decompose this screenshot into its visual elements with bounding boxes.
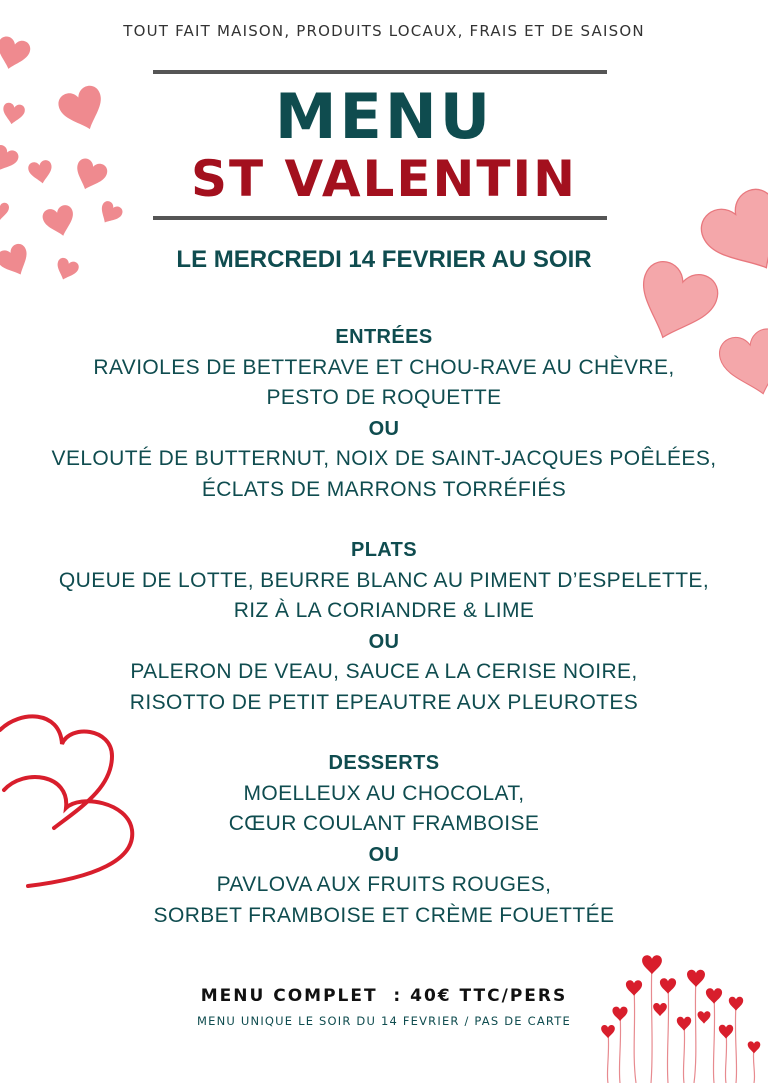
hearts-on-stems-icon	[596, 943, 768, 1083]
section-heading: DESSERTS	[328, 752, 440, 774]
price-line: MENU COMPLET : 40€ TTC/PERS	[200, 986, 568, 1006]
menu-line: RIZ À LA CORIANDRE & LIME	[233, 599, 535, 622]
menu-line: MOELLEUX AU CHOCOLAT,	[243, 781, 525, 805]
menu-line: QUEUE DE LOTTE, BEURRE BLANC AU PIMENT D’ESPELETTE,	[58, 568, 710, 592]
menu-note: MENU UNIQUE LE SOIR DU 14 FEVRIER / PAS DE CARTE	[197, 1014, 571, 1028]
menu-title: MENU	[274, 80, 494, 153]
section-heading: ENTRÉES	[335, 326, 433, 348]
section-desserts	[0, 748, 768, 931]
bottom-divider	[153, 216, 607, 220]
menu-line: VELOUTÉ DE BUTTERNUT, NOIX DE SAINT-JACQUES POÊLÉES,	[51, 447, 717, 470]
section-plats	[0, 535, 768, 718]
menu-line: CŒUR COULANT FRAMBOISE	[228, 812, 540, 835]
menu-line: PAVLOVA AUX FRUITS ROUGES,	[216, 873, 552, 896]
menu-line: RAVIOLES DE BETTERAVE ET CHOU-RAVE AU CHÈVRE,	[93, 355, 675, 379]
menu-line: PESTO DE ROQUETTE	[266, 386, 502, 409]
section-heading: PLATS	[350, 539, 418, 561]
or-separator: OU	[368, 630, 400, 653]
menu-line: SORBET FRAMBOISE ET CRÈME FOUETTÉE	[153, 903, 615, 927]
tagline: TOUT FAIT MAISON, PRODUITS LOCAUX, FRAIS ET DE SAISON	[123, 22, 645, 40]
menu-line: PALERON DE VEAU, SAUCE A LA CERISE NOIRE,	[130, 660, 638, 683]
menu-line: RISOTTO DE PETIT EPEAUTRE AUX PLEUROTES	[129, 690, 639, 714]
menu-subtitle: ST VALENTIN	[191, 150, 577, 208]
or-separator: OU	[368, 843, 400, 866]
event-date: LE MERCREDI 14 FEVRIER AU SOIR	[176, 246, 592, 273]
menu-body	[0, 322, 768, 931]
top-divider	[153, 70, 607, 74]
menu-line: ÉCLATS DE MARRONS TORRÉFIÉS	[201, 477, 567, 501]
or-separator: OU	[368, 417, 400, 440]
section-entrees	[0, 322, 768, 505]
